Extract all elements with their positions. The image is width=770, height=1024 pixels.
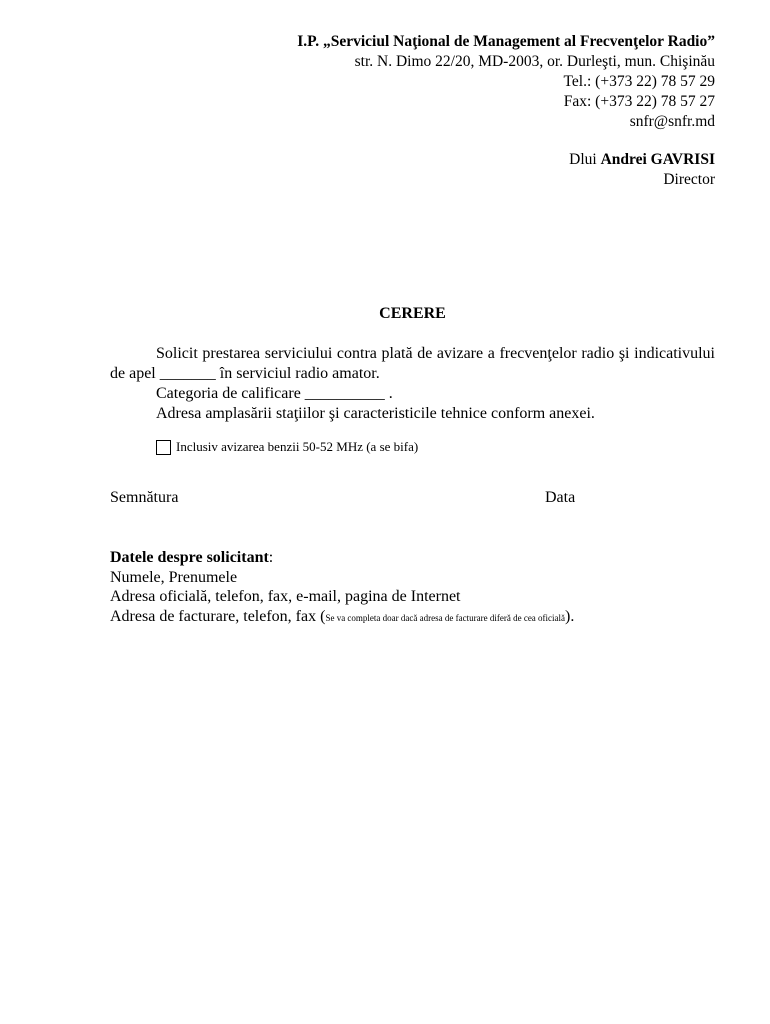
organization-email: snfr@snfr.md (629, 113, 715, 130)
band-checkbox[interactable] (156, 440, 171, 455)
applicant-heading-colon: : (268, 549, 274, 566)
addressee-block (315, 150, 715, 190)
applicant-details (110, 548, 730, 628)
billing-line-text: Adresa de facturare, telefon, fax ( (110, 607, 326, 625)
date-label: Data (545, 489, 576, 506)
request-paragraph: Solicit prestarea serviciului contra plată de avizare a frecvenţelor radio şi indicativului de apel _______ în serviciul radio amator. (110, 345, 715, 382)
request-body (110, 344, 715, 424)
addressee-position: Director (663, 171, 715, 188)
signature-label: Semnătura (110, 489, 179, 506)
applicant-heading: Datele despre solicitant (110, 549, 269, 566)
addressee-salutation: Dlui (569, 151, 597, 168)
billing-note: Se va completa doar dacă adresa de facturare diferă de cea oficială (325, 612, 566, 623)
document-title: CERERE (379, 305, 446, 322)
band-checkbox-label: Inclusiv avizarea benzii 50-52 MHz (a se bifa) (176, 439, 419, 454)
applicant-name-line: Numele, Prenumele (110, 568, 238, 586)
billing-line-close: ). (565, 607, 575, 625)
applicant-official-line: Adresa oficială, telefon, fax, e-mail, pagina de Internet (110, 588, 461, 605)
addressee-line (315, 150, 715, 170)
organization-address: str. N. Dimo 22/20, MD-2003, or. Durleşti, mun. Chişinău (354, 53, 715, 70)
addressee-name: Andrei GAVRISI (600, 151, 715, 168)
organization-name: I.P. „Serviciul Naţional de Management al Frecvenţelor Radio” (297, 33, 715, 50)
station-address-line: Adresa amplasării staţiilor şi caracteristicile tehnice conform anexei. (156, 405, 595, 422)
applicant-heading-line (110, 548, 730, 568)
applicant-billing-line (110, 607, 730, 629)
sender-header (95, 32, 715, 132)
organization-fax: Fax: (+373 22) 78 57 27 (563, 93, 715, 110)
organization-phone: Tel.: (+373 22) 78 57 29 (563, 73, 715, 90)
band-checkbox-row[interactable] (156, 438, 418, 456)
qualification-category-line: Categoria de calificare __________ . (156, 385, 393, 402)
